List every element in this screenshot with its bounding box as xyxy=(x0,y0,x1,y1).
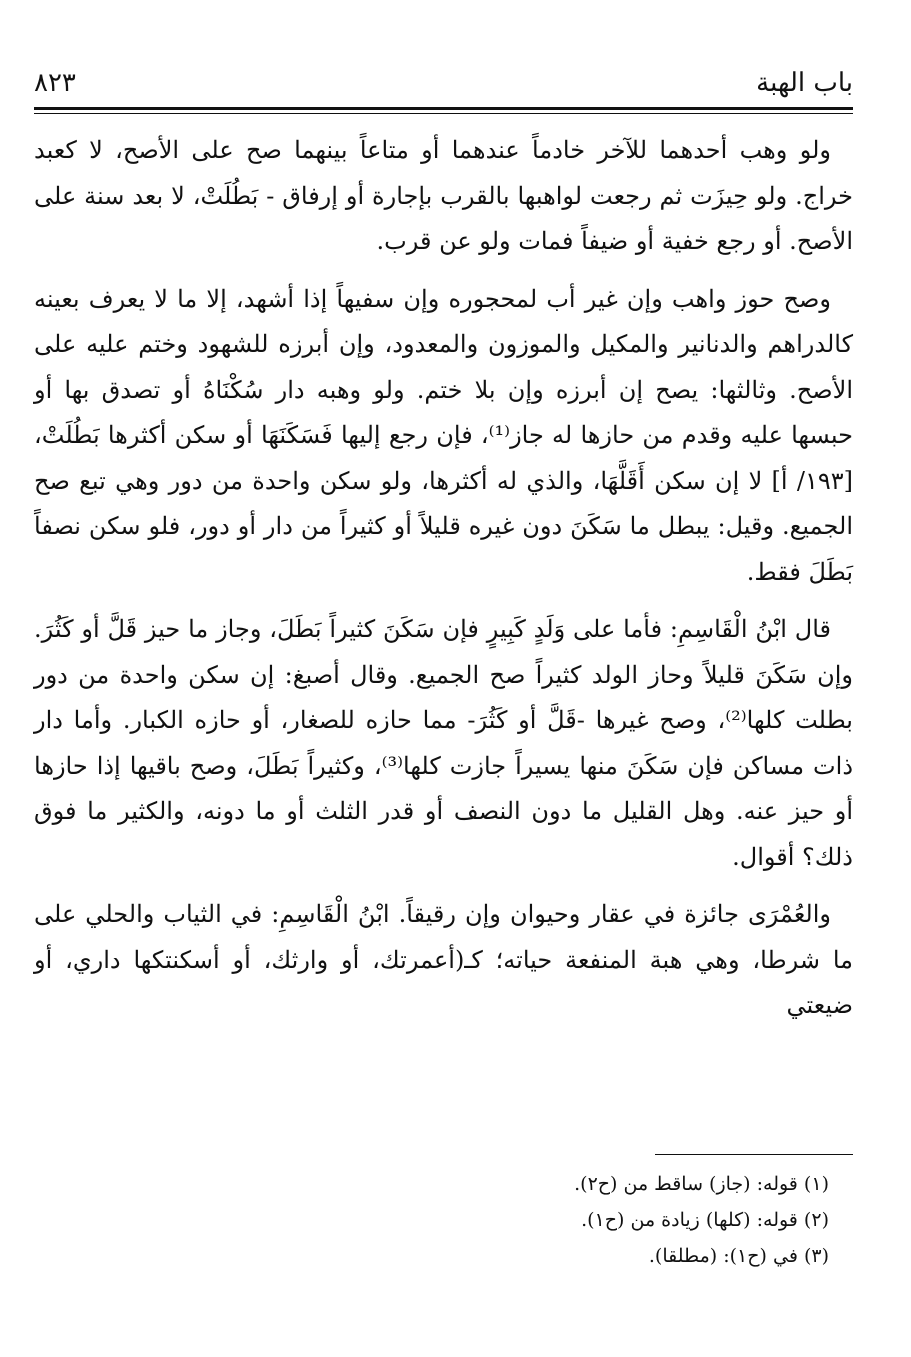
footnote-separator xyxy=(655,1154,853,1155)
footnote: (٢) قوله: (كلها) زيادة من (ح١). xyxy=(581,1209,829,1231)
page-header xyxy=(34,56,853,96)
header-rule-thick xyxy=(34,107,853,110)
chapter-title: باب الهبة xyxy=(756,68,853,98)
header-rule-thin xyxy=(34,113,853,114)
paragraph: ولو وهب أحدهما للآخر خادماً عندهما أو متاعاً بينهما صح على الأصح، لا كعبد خراج. ولو حِيزَت ثم رجعت لواهبها بالقرب بإجارة أو إرفاق - بَطُلَتْ، لا بعد سنة على الأصح. أو رجع خفية أو ضيفاً فمات ولو عن قرب. xyxy=(34,136,853,255)
footnote: (١) قوله: (جاز) ساقط من (ح٢). xyxy=(574,1173,829,1195)
footnotes xyxy=(34,1166,829,1274)
page-number: ٨٢٣ xyxy=(34,68,76,98)
main-text xyxy=(34,128,853,1041)
paragraph: وصح حوز واهب وإن غير أب لمحجوره وإن سفيهاً إذا أشهد، إلا ما لا يعرف بعينه كالدراهم والدنانير والمكيل والموزون والمعدود، وإن أبرزه للشهود وختم عليه على الأصح. وثالثها: يصح إن أبرزه وإن بلا ختم. ولو وهبه دار سُكْنَاهُ أو تصدق بها أو حبسها عليه وقدم من حازها له جاز⁽¹⁾، فإن رجع إليها فَسَكَنَهَا أو سكن أكثرها بَطُلَتْ، [١٩٣/ أ] لا إن سكن أَقَلَّهَا، والذي له أكثرها، ولو سكن واحدة من دور وهي تبع صح الجميع. وقيل: يبطل ما سَكَنَ دون غيره قليلاً أو كثيراً من دار أو دور، فلو سكن نصفاً بَطَلَ فقط. xyxy=(34,284,853,586)
paragraph: قال ابْنُ الْقَاسِمِ: فأما على وَلَدٍ كَبِيرٍ فإن سَكَنَ كثيراً بَطَلَ، وجاز ما حيز قَلَّ أو كَثُرَ. وإن سَكَنَ قليلاً وحاز الولد كثيراً صح الجميع. وقال أصبغ: إن سكن واحدة من دور بطلت كلها⁽²⁾، وصح غيرها -قَلَّ أو كَثُرَ- مما حازه للصغار، أو حازه الكبار. وأما دار ذات مساكن فإن سَكَنَ منها يسيراً جازت كلها⁽³⁾، وكثيراً بَطَلَ، وصح باقيها إذا حازها أو حيز عنه. وهل القليل ما دون النصف أو قدر الثلث أو ما دونه، والكثير ما فوق ذلك؟ أقوال. xyxy=(34,615,854,871)
footnote: (٣) في (ح١): (مطلقا). xyxy=(648,1245,829,1267)
paragraph: والعُمْرَى جائزة في عقار وحيوان وإن رقيقاً. ابْنُ الْقَاسِمِ: في الثياب والحلي على ما شرطا، وهي هبة المنفعة حياته؛ كـ(أعمرتك، أو وارثك، أو أسكنتكها داري، أو ضيعتي xyxy=(34,900,853,1019)
